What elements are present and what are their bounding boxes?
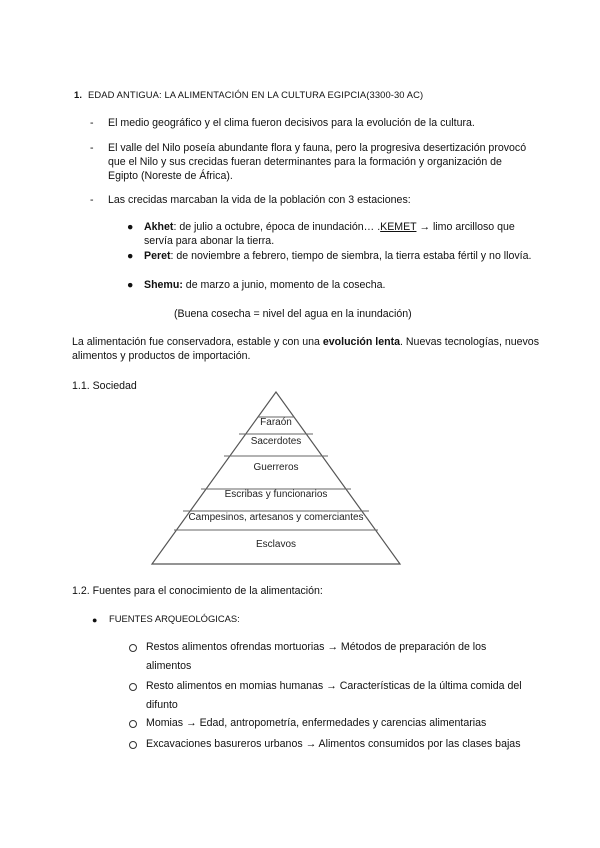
dash-marker: -	[90, 194, 94, 206]
season-desc: : de julio a octubre, época de inundación… .	[173, 221, 381, 233]
bullet: ●	[92, 615, 98, 625]
dash-item: Las crecidas marcaban la vida de la población con 3 estaciones:	[108, 194, 411, 206]
dash-item: El medio geográfico y el clima fueron decisivos para la evolución de la cultura.	[108, 117, 475, 129]
dash-marker: -	[90, 117, 94, 129]
dash-marker: -	[90, 142, 94, 154]
circle-bullet	[129, 741, 137, 749]
paragraph-bold: evolución lenta	[322, 336, 401, 348]
bullet: ●	[127, 221, 134, 233]
circle-bullet	[129, 644, 137, 652]
season-name: Peret	[144, 250, 171, 262]
section-dates: (3300-30 AC)	[366, 89, 424, 100]
fuente-item: Excavaciones basureros urbanos → Alimentos consumidos por las clases bajas	[146, 738, 521, 750]
pyramid-level-esclavos: Esclavos	[255, 539, 297, 550]
pyramid-level-guerreros: Guerreros	[253, 462, 299, 473]
evolution-paragraph	[72, 335, 542, 363]
social-pyramid	[150, 390, 402, 568]
circle-bullet	[129, 720, 137, 728]
season-desc-post: → limo arcilloso que servía para abonar la tierra.	[144, 221, 515, 247]
pyramid-level-farao: Faraón	[260, 417, 292, 428]
section-number: 1.	[74, 89, 83, 100]
season-desc: : de noviembre a febrero, tiempo de siembra, la tierra estaba fértil y no llovía.	[170, 250, 532, 262]
pyramid-level-escribas: Escribas y funcionarios	[224, 489, 328, 500]
pyramid-level-sacerdotes: Sacerdotes	[250, 436, 302, 447]
dash-item: El valle del Nilo poseía abundante flora y fauna, pero la progresiva desertización provocó que el Nilo y sus crecidas fueran determinantes para la formación y organización de Egipto (Noreste de África).	[108, 142, 527, 182]
season-akhet	[144, 220, 544, 248]
pyramid-level-campesinos: Campesinos, artesanos y comerciantes	[188, 512, 364, 523]
season-name: Akhet	[144, 221, 174, 233]
season-shemu	[144, 278, 544, 292]
paragraph-text: La alimentación fue conservadora, estable y con una	[72, 336, 323, 348]
season-peret	[144, 249, 544, 263]
season-desc: de marzo a junio, momento de la cosecha.	[182, 279, 386, 291]
harvest-note: (Buena cosecha = nivel del agua en la inundación)	[174, 308, 412, 320]
season-name: Shemu:	[144, 279, 183, 291]
section-title: EDAD ANTIGUA: LA ALIMENTACIÓN EN LA CULTURA EGIPCIA	[88, 89, 367, 100]
paragraph-text-end: . Nuevas tecnologías, nuevos alimentos y productos de importación.	[72, 336, 539, 362]
fuente-item: Resto alimentos en momias humanas → Características de la última comida del difunto	[146, 680, 522, 711]
fuente-item: Restos alimentos ofrendas mortuorias → Métodos de preparación de los alimentos	[146, 641, 487, 672]
fuente-item: Momias → Edad, antropometría, enfermedades y carencias alimentarias	[146, 717, 487, 729]
fuentes-title: 1.2. Fuentes para el conocimiento de la alimentación:	[72, 585, 323, 597]
bullet: ●	[127, 250, 134, 262]
circle-bullet	[129, 683, 137, 691]
sociedad-title: 1.1. Sociedad	[72, 380, 137, 392]
kemet-link: KEMET	[380, 221, 417, 233]
bullet: ●	[127, 279, 134, 291]
fuentes-category: FUENTES ARQUEOLÓGICAS:	[109, 613, 240, 624]
section-heading	[74, 88, 423, 102]
